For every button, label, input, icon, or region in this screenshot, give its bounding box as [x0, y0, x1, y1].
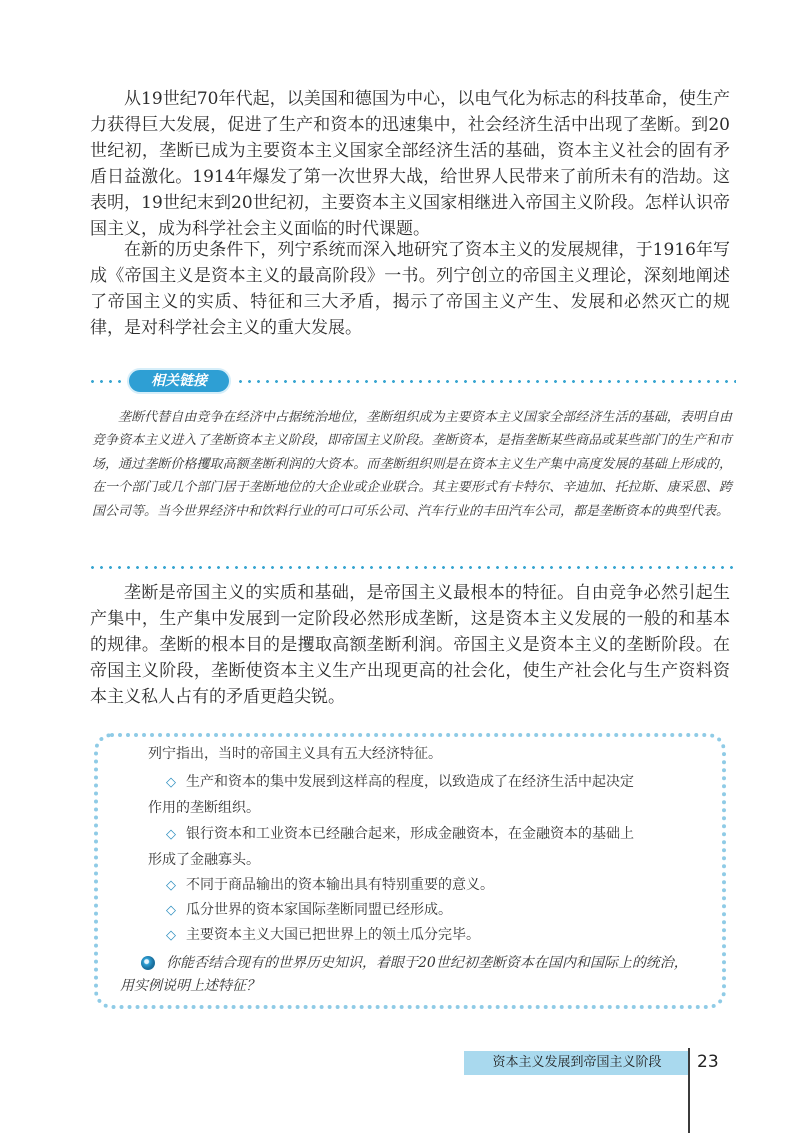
footer-chapter-title: 资本主义发展到帝国主义阶段	[492, 1055, 662, 1070]
body-paragraph-1: 从19世纪70年代起，以美国和德国为中心，以电气化为标志的科技革命，使生产力获得巨大发展，促进了生产和资本的迅速集中，社会经济生活中出现了垄断。到20世纪初，垄断已成为主要资本主义国家全部经济生活的基础，资本主义社会的固有矛盾日益激化。1914年爆发了第一次世界大战，给世界人民带来了前所未有的浩劫。这表明，19世纪末到20世纪初，主要资本主义国家相继进入帝国主义阶段。怎样认识帝国主义，成为科学社会主义面临的时代课题。	[90, 89, 730, 239]
related-link-badge: 相关链接	[127, 368, 231, 394]
feature-item: ◇ 不同于商品输出的资本输出具有特别重要的意义。	[166, 877, 494, 893]
activity-intro: 列宁指出，当时的帝国主义具有五大经济特征。	[148, 746, 442, 762]
feature-item: ◇ 主要资本主义大国已把世界上的领土瓜分完毕。	[166, 927, 480, 943]
question-text-continuation: 用实例说明上述特征？	[120, 978, 260, 994]
body-paragraph-2: 在新的历史条件下，列宁系统而深入地研究了资本主义的发展规律，于1916年写成《帝国主义是资本主义的最高阶段》一书。列宁创立的帝国主义理论，深刻地阐述了帝国主义的实质、特征和三大矛盾，揭示了帝国主义产生、发展和必然灭亡的规律，是对科学社会主义的重大发展。	[90, 240, 730, 338]
diamond-bullet-icon: ◇	[166, 775, 176, 790]
feature-item: ◇ 瓜分世界的资本家国际垄断同盟已经形成。	[166, 902, 452, 918]
feature-item: ◇ 生产和资本的集中发展到这样高的程度，以致造成了在经济生活中起决定	[166, 774, 634, 790]
dotted-divider	[88, 566, 736, 569]
diamond-bullet-icon: ◇	[166, 928, 176, 943]
related-link-text: 垄断代替自由竞争在经济中占据统治地位，垄断组织成为主要资本主义国家全部经济生活的基础，表明自由竞争资本主义进入了垄断资本主义阶段，即帝国主义阶段。垄断资本，是指垄断某些商品或某些部门的生产和市场，通过垄断价格攫取高额垄断利润的大资本。而垄断组织则是在资本主义生产集中高度发展的基础上形成的，在一个部门或几个部门居于垄断地位的大企业或企业联合。其主要形式有卡特尔、辛迪加、托拉斯、康采恩、跨国公司等。当今世界经济中和饮料行业的可口可乐公司、汽车行业的丰田汽车公司，都是垄断资本的典型代表。	[92, 410, 732, 519]
dotted-divider	[236, 380, 736, 383]
question-icon	[141, 956, 155, 970]
page-number: 23	[697, 1052, 719, 1072]
body-paragraph-3: 垄断是帝国主义的实质和基础，是帝国主义最根本的特征。自由竞争必然引起生产集中，生产集中发展到一定阶段必然形成垄断，这是资本主义发展的一般的和基本的规律。垄断的根本目的是攫取高额垄断利润。帝国主义是资本主义的垄断阶段。在帝国主义阶段，垄断使资本主义生产出现更高的社会化，使生产社会化与生产资料资本主义私人占有的矛盾更趋尖锐。	[90, 583, 730, 707]
footer-vertical-rule	[688, 1048, 690, 1133]
diamond-bullet-icon: ◇	[166, 827, 176, 842]
feature-item-continuation: 形成了金融寡头。	[148, 852, 260, 868]
feature-item: ◇ 银行资本和工业资本已经融合起来，形成金融资本，在金融资本的基础上	[166, 826, 634, 842]
diamond-bullet-icon: ◇	[166, 878, 176, 893]
question-text: 你能否结合现有的世界历史知识，着眼于20世纪初垄断资本在国内和国际上的统治，	[166, 955, 688, 971]
diamond-bullet-icon: ◇	[166, 903, 176, 918]
feature-item-continuation: 作用的垄断组织。	[148, 800, 260, 816]
